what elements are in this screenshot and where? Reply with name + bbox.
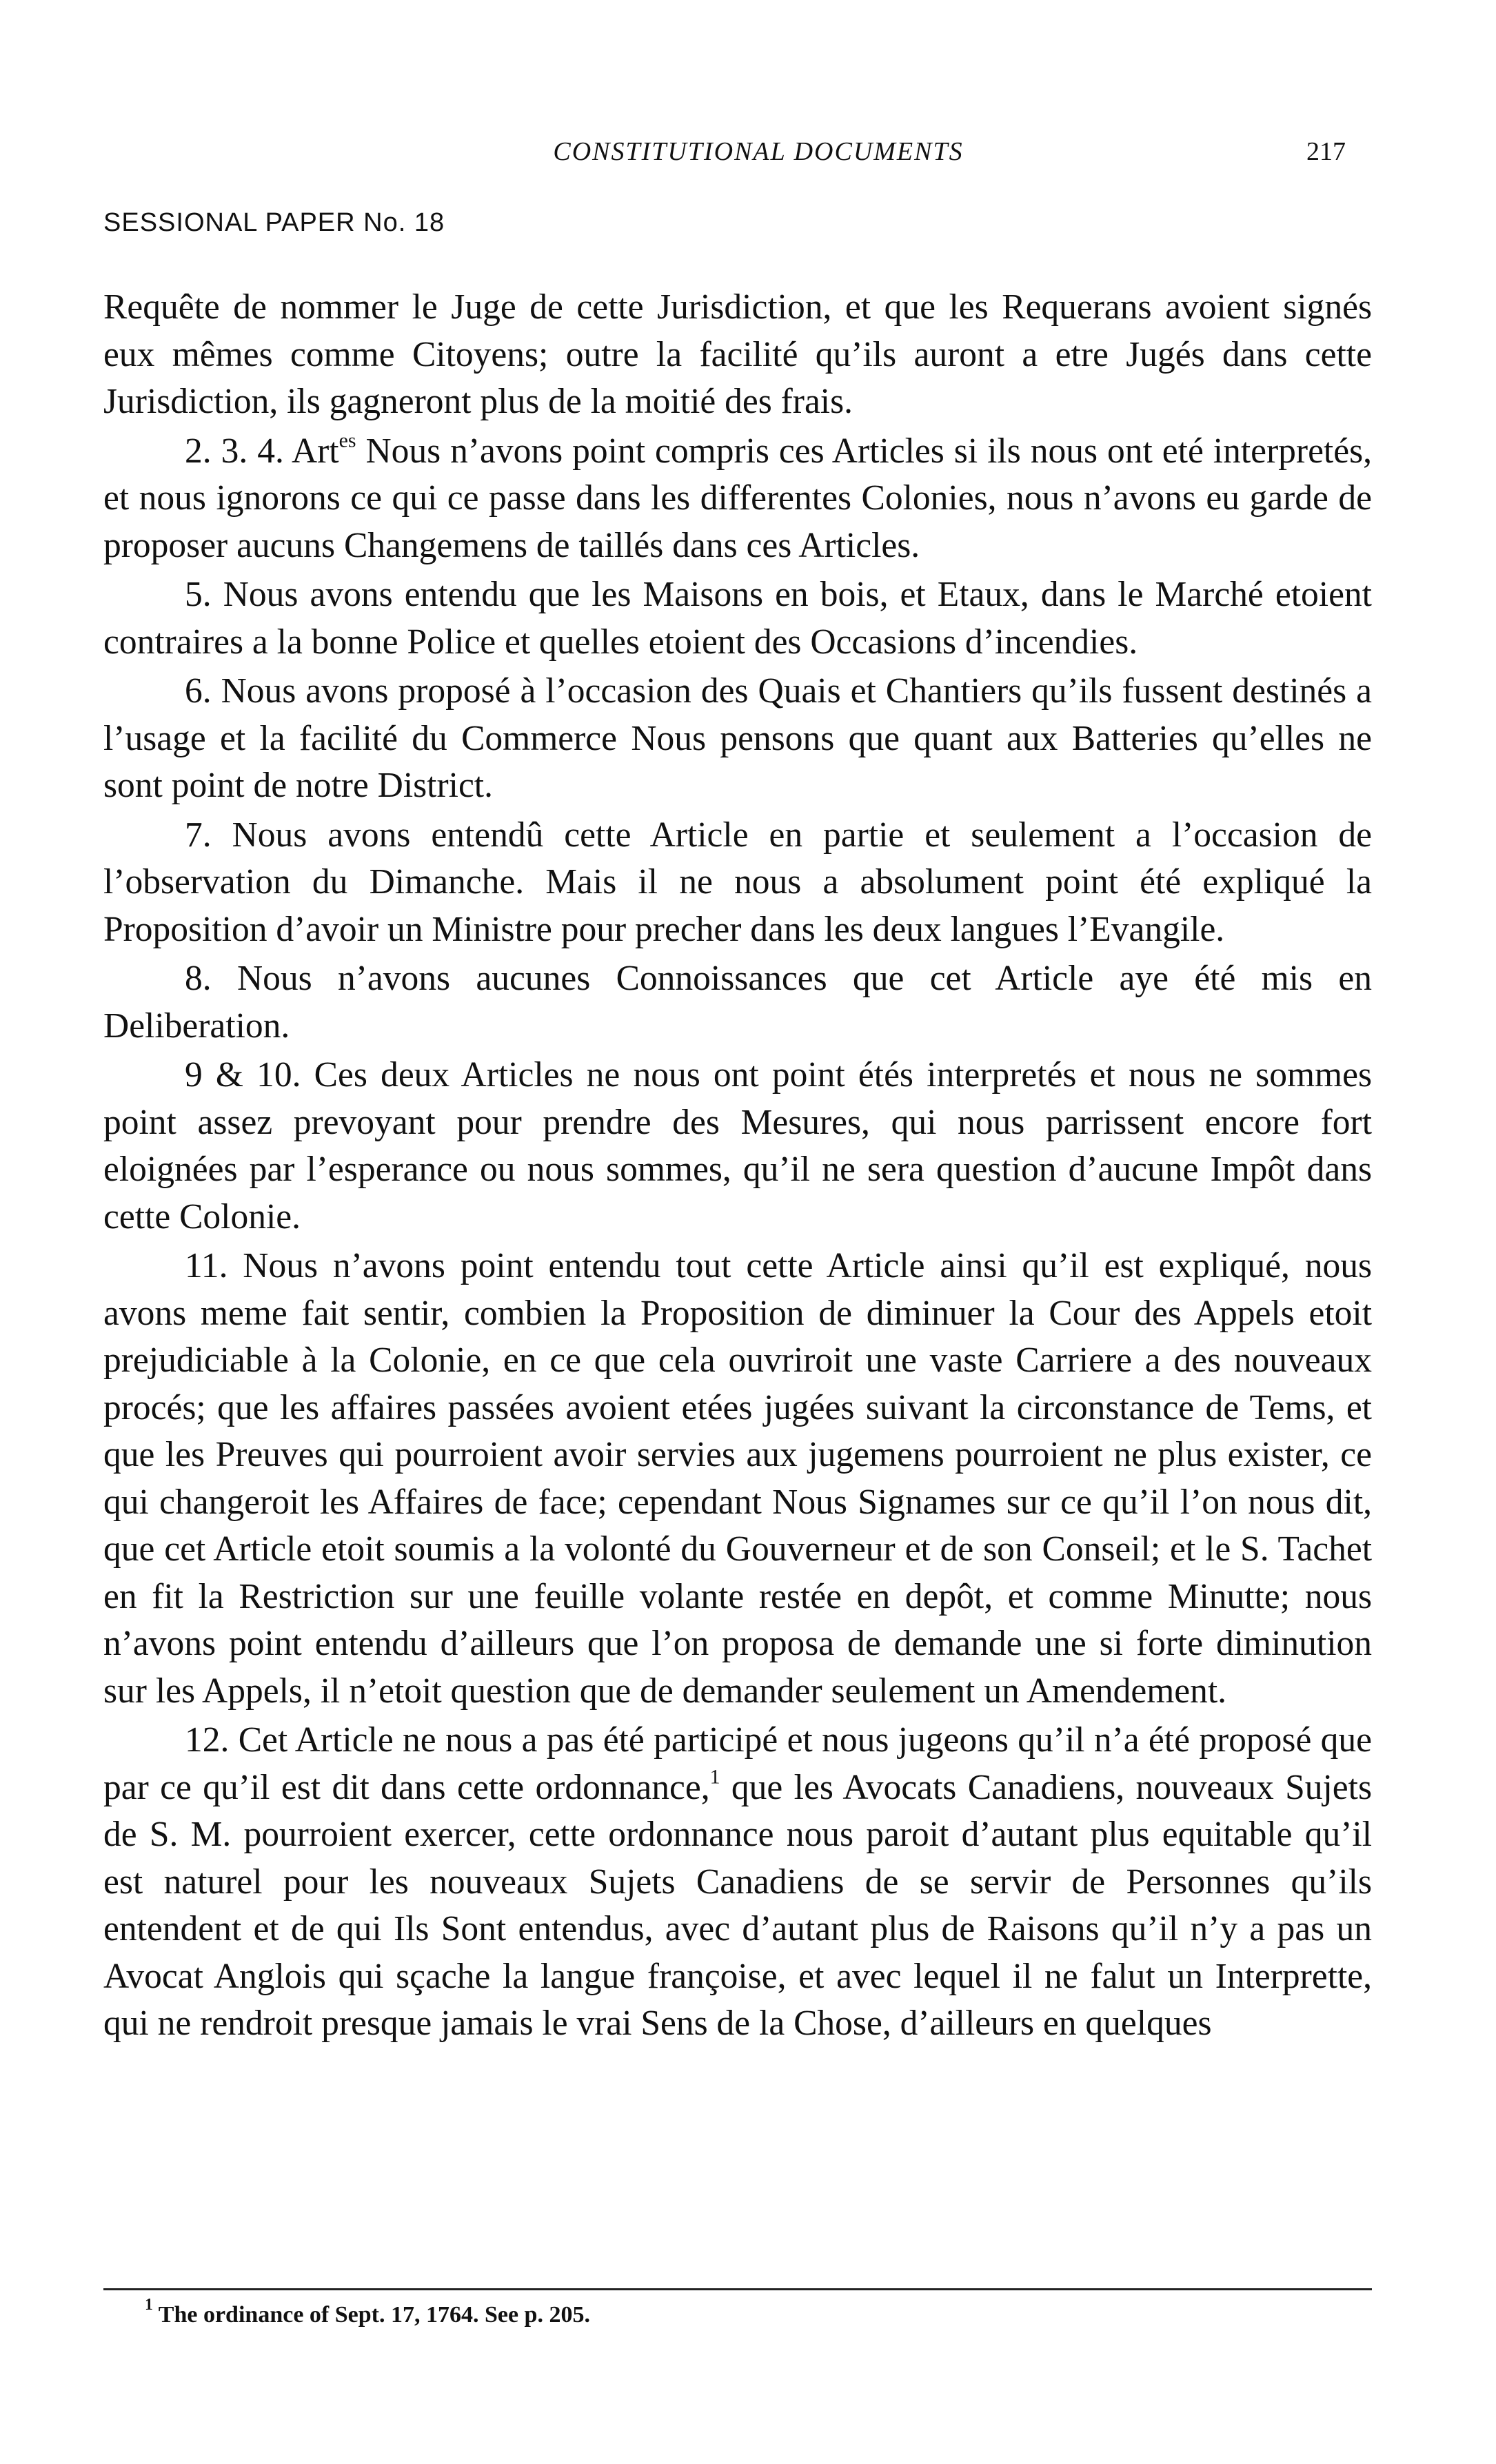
paragraph-text: Nous n’avons point compris ces Articles si ils nous ont eté interpretés, et nous ignorons ce qui ce passe dans les differentes Colonies, nous n’avons eu garde de proposer aucuns Changemens de taillés dans ces Articles. [103,431,1373,565]
paragraph-article-5: 5. Nous avons entendu que les Maisons en bois, et Etaux, dans le Marché etoient contraires a la bonne Police et quelles etoient des Occasions d’incendies. [103,575,1372,662]
page-number: 217 [1306,137,1346,166]
paragraph-article-6: 6. Nous avons proposé à l’occasion des Quais et Chantiers qu’ils fussent destinés a l’usage et la facilité du Commerce Nous pensons que quant aux Batteries qu’elles ne sont point de notre District. [103,671,1372,805]
superscript-abbrev: es [338,429,356,452]
running-title: CONSTITUTIONAL DOCUMENTS [553,137,964,166]
paragraph-articles-2-3-4 [103,428,1372,570]
article-number: 2. 3. 4. Art [185,431,339,471]
paragraph-text: 12. Cet Article ne nous a pas été participé et nous jugeons qu’il n’a été proposé que par ce qu’il est dit dans cette ordonnance, [103,1720,1372,1807]
paragraph-article-11: 11. Nous n’avons point entendu tout cette Article ainsi qu’il est expliqué, nous avons meme fait sentir, combien la Proposition de diminuer la Cour des Appels etoit prejudiciable à la Colonie, en ce que cela ouvriroit une vaste Carriere a des nouveaux procés; que les affaires passées avoient etées jugées suivant la circonstance de Tems, et que les Preuves qui pourroient avoir servies aux jugemens pourroient ne plus exister, ce qui changeroit les Affaires de face; cependant Nous Signames sur ce qu’il l’on nous dit, que cet Article etoit soumis a la volonté du Gouverneur et de son Conseil; et le S. Tachet en fit la Restriction sur une feuille volante restée en depôt, et comme Minutte; nous n’avons point entendu d’ailleurs que l’on proposa de demande une si forte diminution sur les Appels, il n’etoit question que de demander seulement un Amendement. [103,1246,1372,1711]
body-text [103,284,1372,2050]
paragraph-articles-9-10: 9 & 10. Ces deux Articles ne nous ont point étés interpretés et nous ne sommes point assez prevoyant pour prendre des Mesures, qui nous parrissent encore fort eloignées par l’esperance ou nous sommes, qu’il ne sera question d’aucune Impôt dans cette Colonie. [103,1055,1372,1236]
footnote-marker: 1 [145,2296,153,2314]
paragraph-text: que les Avocats Canadiens, nouveaux Sujets de S. M. pourroient exercer, cette ordonnance nous paroit d’autant plus equitable qu’il est naturel pour les nouveaux Sujets Canadiens de se servir de Personnes qu’ils entendent et de qui Ils Sont entendus, avec d’autant plus de Raisons qu’il n’y a pas un Avocat Anglois qui sçache la langue françoise, et avec lequel il ne falut un Interprette, qui ne rendroit presque jamais le vrai Sens de la Chose, d’ailleurs en quelques [103,1767,1372,2043]
paragraph-article-7: 7. Nous avons entendû cette Article en partie et seulement a l’occasion de l’observation du Dimanche. Mais il ne nous a absolument point été expliqué la Proposition d’avoir un Ministre pour precher dans les deux langues l’Evangile. [103,815,1372,949]
footnote-divider [103,2288,1372,2290]
footnote [145,2296,590,2328]
paragraph-article-8: 8. Nous n’avons aucunes Connoissances que cet Article aye été mis en Deliberation. [103,959,1372,1046]
footnote-text: The ordinance of Sept. 17, 1764. See p. 205. [152,2302,590,2328]
paragraph-article-12 [103,1717,1372,2048]
sessional-paper-label: SESSIONAL PAPER No. 18 [103,208,445,237]
paragraph-continuation: Requête de nommer le Juge de cette Jurisdiction, et que les Requerans avoient signés eux mêmes comme Citoyens; outre la facilité qu’ils auront a etre Jugés dans cette Jurisdiction, ils gagneront plus de la moitié des frais. [103,287,1372,421]
footnote-reference: 1 [709,1765,720,1789]
